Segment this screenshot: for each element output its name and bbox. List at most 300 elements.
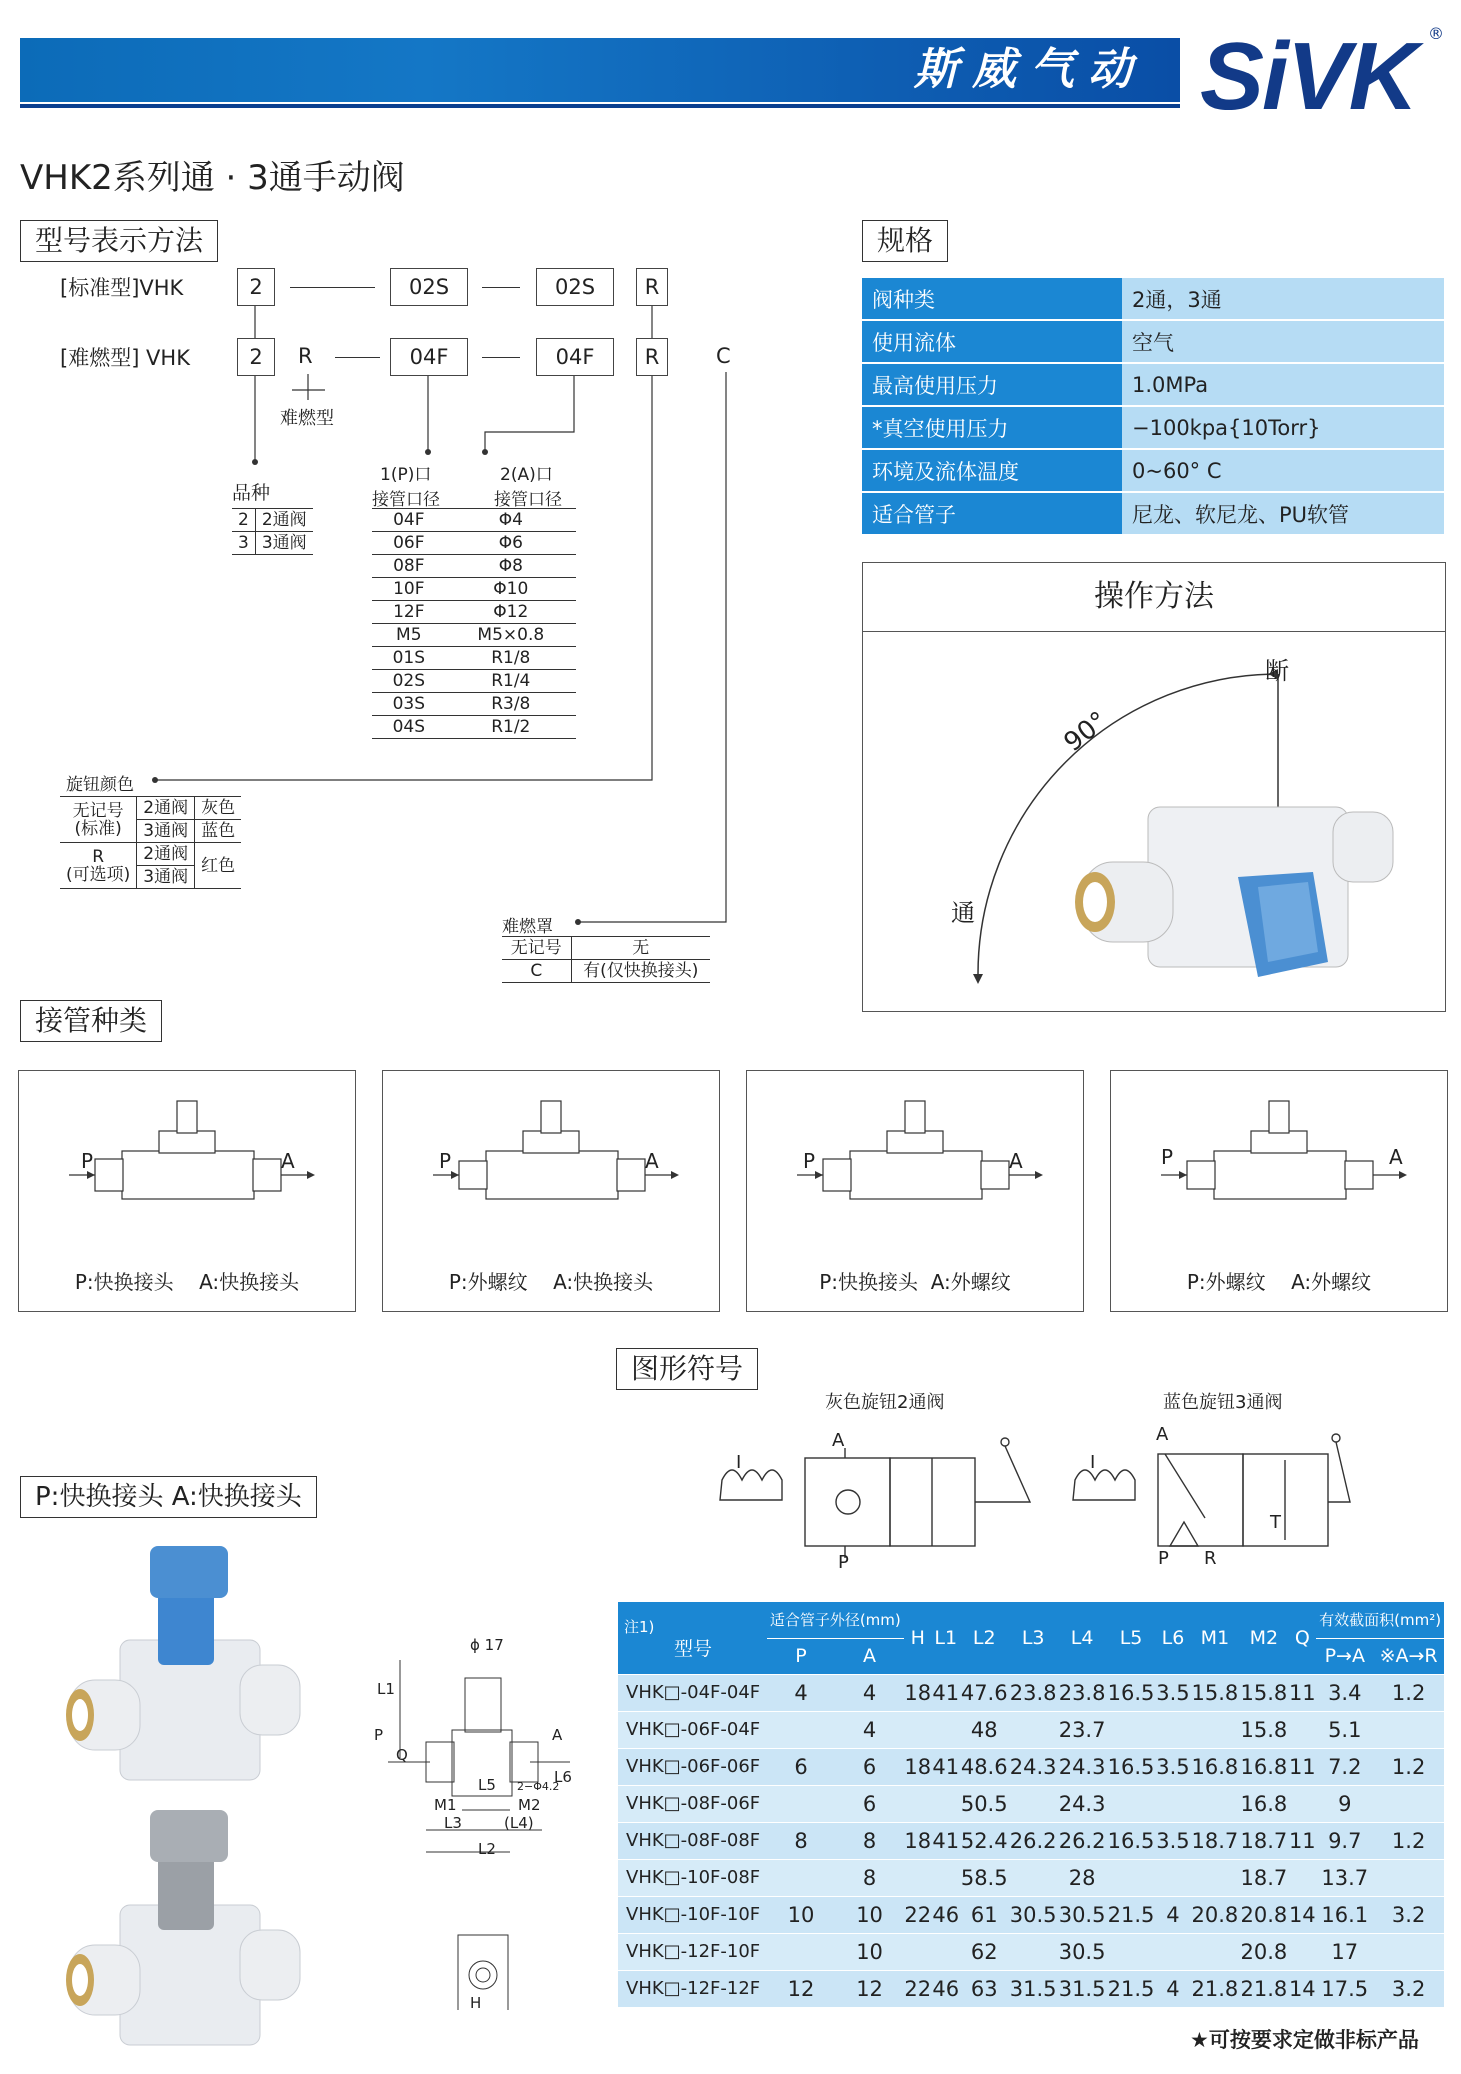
value-cell: 10: [835, 1933, 904, 1970]
value-cell: 10: [835, 1896, 904, 1933]
fitting-a-label: A: [645, 1149, 659, 1173]
value-cell: 5.1: [1316, 1711, 1373, 1748]
table-row: [618, 1785, 1444, 1822]
value-cell: 6: [835, 1748, 904, 1785]
fitting-p-label: P: [81, 1149, 94, 1173]
value-cell: 3.5: [1156, 1822, 1191, 1859]
fitting-p-label: P: [803, 1149, 816, 1173]
value-cell: 4: [1156, 1896, 1191, 1933]
spec-row: [862, 363, 1444, 406]
spec-key: 使用流体: [862, 320, 1122, 363]
col-header: Q: [1288, 1602, 1316, 1674]
value-cell: 24.3: [1009, 1748, 1058, 1785]
col-header: L6: [1156, 1602, 1191, 1674]
table-model-header: 型号: [674, 1638, 713, 1661]
value-cell: 18.7: [1190, 1822, 1239, 1859]
symbol-a-label: A: [832, 1430, 845, 1451]
value-cell: 1.2: [1373, 1822, 1444, 1859]
dim-m2: M2: [518, 1796, 541, 1814]
value-cell: 17.5: [1316, 1970, 1373, 2007]
value-cell: 13.7: [1316, 1859, 1373, 1896]
value-cell: [1190, 1711, 1239, 1748]
value-cell: 10: [767, 1896, 836, 1933]
value-cell: 8: [835, 1822, 904, 1859]
value-cell: 31.5: [1058, 1970, 1107, 2007]
col-header: M2: [1239, 1602, 1288, 1674]
port-code: 06F: [393, 533, 425, 553]
variety-name: 2通阀: [261, 510, 307, 530]
page-title: VHK2系列通 · 3通手动阀: [20, 158, 405, 198]
value-cell: 3.2: [1373, 1970, 1444, 2007]
value-cell: 4: [1156, 1970, 1191, 2007]
fitting-a-label: A: [1389, 1145, 1403, 1169]
symbol-diagrams: [700, 1420, 1360, 1570]
spec-value: −100kpa{10Torr}: [1122, 406, 1444, 449]
value-cell: 41: [932, 1748, 960, 1785]
value-cell: [1107, 1859, 1156, 1896]
value-cell: 21.8: [1239, 1970, 1288, 2007]
spec-row: [862, 492, 1444, 535]
dim-hole: 2−Φ4.2: [517, 1780, 560, 1793]
value-cell: 17: [1316, 1933, 1373, 1970]
model-cell: VHK□-10F-10F: [618, 1896, 767, 1933]
value-cell: 12: [767, 1970, 836, 2007]
model-cell: VHK□-10F-08F: [618, 1859, 767, 1896]
dim-l6: L6: [554, 1768, 572, 1786]
cover-value: 无: [632, 938, 650, 958]
value-cell: 23.7: [1058, 1711, 1107, 1748]
code-std-knob: R: [636, 268, 668, 306]
value-cell: 16.8: [1190, 1748, 1239, 1785]
port-size: R1/4: [491, 671, 531, 691]
table-row: [618, 1933, 1444, 1970]
table-row: [618, 1970, 1444, 2007]
code-std-port-p: 02S: [390, 268, 468, 306]
spec-value: 0~60° C: [1122, 449, 1444, 492]
value-cell: 22: [904, 1896, 932, 1933]
value-cell: 52.4: [960, 1822, 1009, 1859]
symbol-i-label: I: [736, 1452, 742, 1473]
col-header: M1: [1190, 1602, 1239, 1674]
value-cell: 12: [835, 1970, 904, 2007]
code-fr-port-a: 04F: [536, 338, 614, 376]
port-code: 01S: [392, 648, 425, 668]
knob-gray: 灰色: [195, 797, 242, 820]
symbol-section-label: 图形符号: [616, 1348, 758, 1390]
value-cell: 15.8: [1239, 1711, 1288, 1748]
value-cell: 4: [767, 1674, 836, 1711]
port-code: 02S: [392, 671, 425, 691]
fitting-diagram: [383, 1071, 719, 1241]
spec-table: [862, 278, 1444, 536]
spec-key: 阀种类: [862, 278, 1122, 320]
port-code: 04F: [393, 510, 425, 530]
value-cell: [1190, 1859, 1239, 1896]
spec-row: [862, 278, 1444, 320]
port-size: Φ10: [493, 579, 529, 599]
value-cell: 7.2: [1316, 1748, 1373, 1785]
symbol-blue-caption: 蓝色旋钮3通阀: [1163, 1392, 1283, 1413]
value-cell: [904, 1933, 932, 1970]
value-cell: 18: [904, 1822, 932, 1859]
value-cell: 18: [904, 1748, 932, 1785]
cover-table: [502, 936, 710, 983]
port-size: M5×0.8: [477, 625, 545, 645]
knob-3way: 3通阀: [137, 866, 195, 889]
value-cell: 4: [835, 1711, 904, 1748]
knob-table: [60, 796, 241, 889]
value-cell: [1373, 1711, 1444, 1748]
std-model-label: [标准型]VHK: [60, 276, 184, 300]
value-cell: 24.3: [1058, 1748, 1107, 1785]
code-std-port-a: 02S: [536, 268, 614, 306]
spec-row: [862, 406, 1444, 449]
value-cell: [904, 1859, 932, 1896]
value-cell: 46: [932, 1970, 960, 2007]
value-cell: [932, 1859, 960, 1896]
value-cell: [1288, 1711, 1316, 1748]
value-cell: 3.5: [1156, 1674, 1191, 1711]
fitting-section-label: 接管种类: [20, 1000, 162, 1042]
operation-angle: 90°: [1058, 705, 1114, 759]
value-cell: 14: [1288, 1970, 1316, 2007]
dim-q: Q: [396, 1746, 408, 1764]
value-cell: 21.5: [1107, 1896, 1156, 1933]
cover-title: 难燃罩: [502, 917, 553, 937]
value-cell: 16.5: [1107, 1674, 1156, 1711]
value-cell: 30.5: [1058, 1896, 1107, 1933]
value-cell: [1156, 1785, 1191, 1822]
port-size: Φ12: [493, 602, 529, 622]
value-cell: 3.5: [1156, 1748, 1191, 1785]
value-cell: 6: [767, 1748, 836, 1785]
value-cell: [1156, 1933, 1191, 1970]
code-fr-port-p: 04F: [390, 338, 468, 376]
model-cell: VHK□-06F-04F: [618, 1711, 767, 1748]
symbol-t-label: T: [1270, 1512, 1281, 1533]
port-code: M5: [396, 625, 422, 645]
table-row: [618, 1859, 1444, 1896]
value-cell: [904, 1711, 932, 1748]
knob-std: (标准): [74, 818, 122, 839]
spec-key: 适合管子: [862, 492, 1122, 535]
value-cell: 20.8: [1239, 1933, 1288, 1970]
operation-title: 操作方法: [863, 563, 1445, 632]
value-cell: 8: [767, 1822, 836, 1859]
value-cell: [1009, 1785, 1058, 1822]
port-code: 08F: [393, 556, 425, 576]
port-a-title: 2(A)口: [500, 465, 553, 485]
value-cell: 16.1: [1316, 1896, 1373, 1933]
product-photos: [40, 1540, 310, 2050]
spec-value: 2通，3通: [1122, 278, 1444, 320]
dim-l2: L2: [478, 1840, 496, 1858]
table-note: 注1): [624, 1618, 655, 1637]
value-cell: 23.8: [1009, 1674, 1058, 1711]
value-cell: 61: [960, 1896, 1009, 1933]
port-code: 10F: [393, 579, 425, 599]
value-cell: 24.3: [1058, 1785, 1107, 1822]
value-cell: [932, 1785, 960, 1822]
model-cell: VHK□-12F-12F: [618, 1970, 767, 2007]
brand-logo: SiVK: [1200, 23, 1417, 130]
value-cell: 16.5: [1107, 1748, 1156, 1785]
spec-key: *真空使用压力: [862, 406, 1122, 449]
value-cell: 21.8: [1190, 1970, 1239, 2007]
knob-2way: 2通阀: [137, 843, 195, 866]
code-fr-variety: 2: [237, 338, 275, 376]
variety-name: 3通阀: [261, 533, 307, 553]
value-cell: 15.8: [1190, 1674, 1239, 1711]
col-header: L4: [1058, 1602, 1107, 1674]
value-cell: 30.5: [1009, 1896, 1058, 1933]
port-code: 04S: [392, 717, 425, 737]
value-cell: 16.5: [1107, 1822, 1156, 1859]
value-cell: [1190, 1785, 1239, 1822]
col-header: A: [835, 1638, 904, 1674]
value-cell: 50.5: [960, 1785, 1009, 1822]
value-cell: [1156, 1711, 1191, 1748]
spec-row: [862, 449, 1444, 492]
dim-l4: (L4): [504, 1814, 534, 1832]
value-cell: [1107, 1933, 1156, 1970]
registered-mark: ®: [1428, 24, 1444, 43]
value-cell: 1.2: [1373, 1748, 1444, 1785]
model-section-label: 型号表示方法: [20, 220, 218, 262]
value-cell: 48.6: [960, 1748, 1009, 1785]
code-std-variety: 2: [237, 268, 275, 306]
dim-l1: L1: [377, 1680, 395, 1698]
value-cell: 6: [835, 1785, 904, 1822]
dim-p: P: [374, 1726, 384, 1744]
value-cell: 46: [932, 1896, 960, 1933]
knob-title: 旋钮颜色: [66, 775, 134, 795]
value-cell: 41: [932, 1674, 960, 1711]
value-cell: 20.8: [1190, 1896, 1239, 1933]
value-cell: [767, 1933, 836, 1970]
value-cell: [1373, 1933, 1444, 1970]
port-size: R1/8: [491, 648, 531, 668]
spec-value: 1.0MPa: [1122, 363, 1444, 406]
value-cell: [1009, 1711, 1058, 1748]
model-cell: VHK□-08F-08F: [618, 1822, 767, 1859]
symbol-p-label-3way: P: [1158, 1548, 1169, 1569]
port-size: Φ6: [498, 533, 523, 553]
value-cell: 26.2: [1058, 1822, 1107, 1859]
port-col-p: 接管口径: [372, 490, 440, 510]
value-cell: 9: [1316, 1785, 1373, 1822]
value-cell: 18.7: [1239, 1859, 1288, 1896]
fitting-diagram: [747, 1071, 1083, 1241]
dim-h: H: [470, 1994, 482, 2012]
col-header: L1: [932, 1602, 960, 1674]
dim-a: A: [552, 1726, 563, 1744]
value-cell: 11: [1288, 1674, 1316, 1711]
value-cell: 16.8: [1239, 1785, 1288, 1822]
fitting-card: [746, 1070, 1084, 1312]
symbol-a-label-3way: A: [1156, 1424, 1169, 1445]
value-cell: [1156, 1859, 1191, 1896]
value-cell: 16.8: [1239, 1748, 1288, 1785]
value-cell: 41: [932, 1822, 960, 1859]
port-size: R3/8: [491, 694, 531, 714]
table-row: [618, 1822, 1444, 1859]
value-cell: 22: [904, 1970, 932, 2007]
col-header: L2: [960, 1602, 1009, 1674]
value-cell: 30.5: [1058, 1933, 1107, 1970]
value-cell: 14: [1288, 1896, 1316, 1933]
knob-2way: 2通阀: [137, 797, 195, 820]
value-cell: 47.6: [960, 1674, 1009, 1711]
variety-code: 3: [232, 532, 255, 555]
value-cell: [904, 1785, 932, 1822]
port-size: R1/2: [491, 717, 531, 737]
col-header: L5: [1107, 1602, 1156, 1674]
fitting-p-label: P: [1161, 1145, 1174, 1169]
code-fr-cover: C: [716, 344, 731, 368]
table-area-header: 有效截面积(mm²): [1316, 1602, 1444, 1638]
value-cell: 58.5: [960, 1859, 1009, 1896]
table-footnote: ★可按要求定做非标产品: [1190, 2028, 1419, 2052]
knob-red: 红色: [195, 843, 242, 889]
cover-value: 有(仅快换接头): [583, 961, 699, 981]
value-cell: [932, 1933, 960, 1970]
product-section-label: P:快换接头 A:快换接头: [20, 1476, 317, 1518]
value-cell: 11: [1288, 1822, 1316, 1859]
port-code: 12F: [393, 602, 425, 622]
model-cell: VHK□-04F-04F: [618, 1674, 767, 1711]
value-cell: 3.4: [1316, 1674, 1373, 1711]
spec-section-label: 规格: [862, 220, 948, 262]
table-row: [618, 1748, 1444, 1785]
value-cell: 20.8: [1239, 1896, 1288, 1933]
value-cell: [1288, 1859, 1316, 1896]
fitting-card: [382, 1070, 720, 1312]
value-cell: 11: [1288, 1748, 1316, 1785]
operation-on-label: 通: [951, 899, 975, 927]
dimension-drawing: [370, 1630, 600, 2010]
spec-key: 最高使用压力: [862, 363, 1122, 406]
cover-code: 无记号: [502, 937, 571, 960]
dim-l3: L3: [444, 1814, 462, 1832]
variety-code: 2: [232, 509, 255, 532]
symbol-r-label: R: [1204, 1548, 1217, 1569]
value-cell: 18: [904, 1674, 932, 1711]
value-cell: [932, 1711, 960, 1748]
port-size: Φ8: [498, 556, 523, 576]
value-cell: [1107, 1711, 1156, 1748]
fitting-a-label: A: [281, 1149, 295, 1173]
knob-3way: 3通阀: [137, 820, 195, 843]
model-cell: VHK□-08F-06F: [618, 1785, 767, 1822]
port-p-title: 1(P)口: [380, 465, 432, 485]
table-tube-header: 适合管子外径(mm): [767, 1602, 904, 1638]
col-header: L3: [1009, 1602, 1058, 1674]
brand-name: 斯威气动: [914, 44, 1146, 95]
value-cell: 21.5: [1107, 1970, 1156, 2007]
value-cell: [1373, 1859, 1444, 1896]
value-cell: 63: [960, 1970, 1009, 2007]
col-header: ※A→R: [1373, 1638, 1444, 1674]
fitting-a-label: A: [1009, 1149, 1023, 1173]
fitting-caption: P:快换接头 A:外螺纹: [819, 1270, 1011, 1294]
fitting-card: [1110, 1070, 1448, 1312]
knob-blue: 蓝色: [195, 820, 242, 843]
value-cell: [767, 1785, 836, 1822]
knob-none: 无记号: [72, 800, 124, 821]
value-cell: [1288, 1785, 1316, 1822]
value-cell: [1009, 1859, 1058, 1896]
value-cell: 28: [1058, 1859, 1107, 1896]
value-cell: 15.8: [1239, 1674, 1288, 1711]
knob-option: (可选项): [66, 864, 131, 885]
value-cell: [1190, 1933, 1239, 1970]
port-col-a: 接管口径: [494, 490, 562, 510]
value-cell: 31.5: [1009, 1970, 1058, 2007]
operation-illustration: [863, 632, 1445, 1010]
table-row: [618, 1674, 1444, 1711]
fitting-diagram: [19, 1071, 355, 1241]
dimension-table: [618, 1602, 1444, 2008]
fitting-caption: P:外螺纹 A:快换接头: [448, 1270, 654, 1294]
col-model: [618, 1602, 767, 1674]
symbol-i-label-3way: I: [1090, 1452, 1096, 1473]
col-header: H: [904, 1602, 932, 1674]
value-cell: [1288, 1933, 1316, 1970]
spec-value: 尼龙、软尼龙、PU软管: [1122, 492, 1444, 535]
knob-r: R: [92, 846, 105, 867]
fitting-caption: P:快换接头 A:快换接头: [74, 1270, 300, 1294]
col-header: P→A: [1316, 1638, 1373, 1674]
value-cell: 26.2: [1009, 1822, 1058, 1859]
operation-off-label: 断: [1265, 657, 1289, 685]
value-cell: 3.2: [1373, 1896, 1444, 1933]
port-size: Φ4: [498, 510, 523, 530]
table-row: [618, 1711, 1444, 1748]
variety-table: [232, 508, 313, 555]
cover-code: C: [502, 960, 571, 983]
spec-key: 环境及流体温度: [862, 449, 1122, 492]
port-table: [372, 508, 576, 739]
value-cell: 48: [960, 1711, 1009, 1748]
dim-phi: ϕ 17: [470, 1636, 504, 1654]
fitting-caption: P:外螺纹 A:外螺纹: [1186, 1270, 1372, 1294]
fitting-card: [18, 1070, 356, 1312]
symbol-gray-caption: 灰色旋钮2通阀: [825, 1392, 945, 1413]
operation-panel: [862, 562, 1446, 1012]
port-code: 03S: [392, 694, 425, 714]
value-cell: 1.2: [1373, 1674, 1444, 1711]
value-cell: 18.7: [1239, 1822, 1288, 1859]
value-cell: 4: [835, 1674, 904, 1711]
value-cell: [767, 1711, 836, 1748]
value-cell: 23.8: [1058, 1674, 1107, 1711]
variety-title: 品种: [232, 482, 271, 504]
code-fr-flag: R: [298, 344, 313, 368]
model-cell: VHK□-06F-06F: [618, 1748, 767, 1785]
fr-model-label: [难燃型] VHK: [60, 346, 190, 370]
col-header: P: [767, 1638, 836, 1674]
fr-note: 难燃型: [280, 408, 334, 429]
code-fr-knob: R: [636, 338, 668, 376]
dim-l5: L5: [478, 1776, 496, 1794]
table-row: [618, 1896, 1444, 1933]
value-cell: [1107, 1785, 1156, 1822]
value-cell: 9.7: [1316, 1822, 1373, 1859]
spec-row: [862, 320, 1444, 363]
dim-m1: M1: [434, 1796, 457, 1814]
value-cell: [1009, 1933, 1058, 1970]
